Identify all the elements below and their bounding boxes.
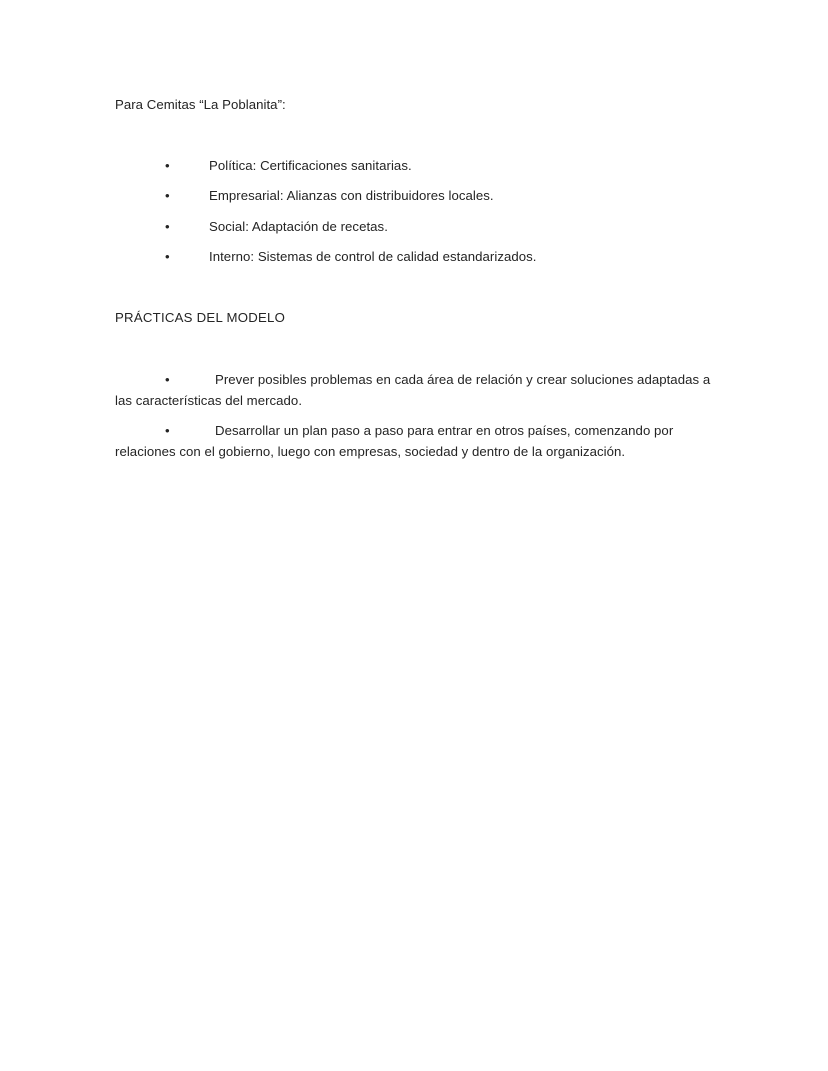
intro-paragraph: Para Cemitas “La Poblanita”: — [115, 97, 286, 112]
bullet-icon: • — [165, 218, 170, 234]
bullet-icon: • — [165, 248, 170, 264]
list-item — [115, 187, 715, 217]
bullet-icon: • — [165, 188, 170, 204]
section-heading: PRÁCTICAS DEL MODELO — [115, 310, 286, 325]
list-item — [115, 248, 715, 278]
bullet-icon: • — [165, 423, 170, 438]
bullet-icon: • — [165, 158, 170, 173]
relationship-areas-list — [115, 157, 715, 278]
paragraph-first-line — [115, 421, 713, 442]
paragraph-first-line — [115, 370, 713, 391]
practice-paragraph — [115, 370, 713, 411]
list-item-label: Política: Certificaciones sanitarias. — [209, 158, 412, 173]
list-item-label: Interno: Sistemas de control de calidad estandarizados. — [209, 248, 537, 264]
list-item-label: Social: Adaptación de recetas. — [209, 218, 388, 234]
list-item-label: Empresarial: Alianzas con distribuidores locales. — [209, 188, 494, 204]
list-item — [115, 157, 715, 187]
paragraph-continuation-line: las características del mercado. — [115, 392, 303, 408]
list-item — [115, 218, 715, 248]
paragraph-lead-text: Prever posibles problemas en cada área de relación y crear soluciones adaptadas a — [215, 372, 711, 387]
practice-paragraph — [115, 421, 713, 462]
paragraph-continuation-line: relaciones con el gobierno, luego con empresas, sociedad y dentro de la organización. — [115, 443, 626, 459]
paragraph-lead-text: Desarrollar un plan paso a paso para entrar en otros países, comenzando por — [215, 423, 674, 438]
bullet-icon: • — [165, 372, 170, 387]
